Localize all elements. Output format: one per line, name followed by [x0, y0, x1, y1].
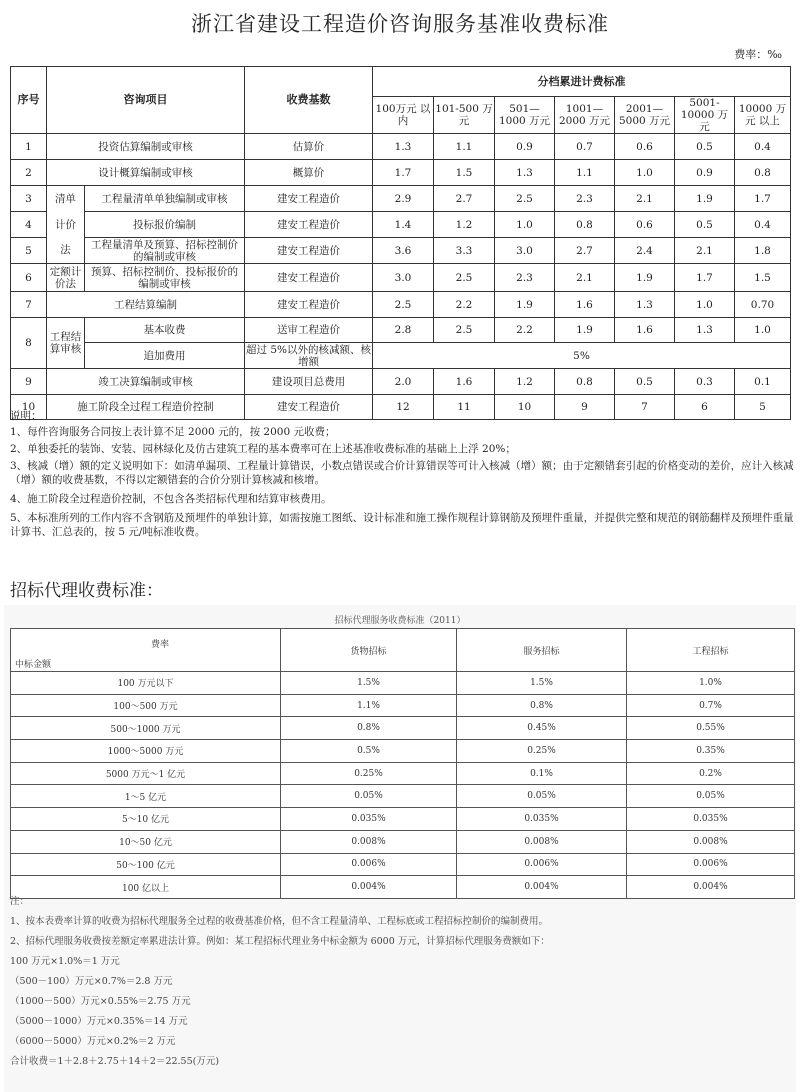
row-item: 基本收费: [85, 318, 245, 343]
row-basis: 建安工程造价: [245, 238, 373, 264]
tier-header: 1001—2000 万元: [555, 97, 615, 134]
group-label: 工程结算审核: [47, 318, 85, 369]
group-label: 定额计价法: [47, 264, 85, 292]
rate-cell: 1.1%: [281, 694, 457, 717]
calc-line: 100 万元×1.0%＝1 万元: [10, 956, 120, 967]
row-item: 预算、招标控制价、投标报价的编制或审核: [85, 264, 245, 292]
row-label: 10～50 亿元: [11, 830, 281, 853]
rate-cell: 0.7%: [627, 694, 795, 717]
rate-cell: 0.035%: [281, 808, 457, 831]
row-label: 100 亿以上: [11, 876, 281, 899]
column-header: 工程招标: [627, 629, 795, 672]
row-label: 100 万元以下: [11, 672, 281, 695]
header-no: 序号: [11, 67, 47, 134]
rate-cell: 1.7: [735, 186, 791, 212]
rate-cell: 1.5: [735, 264, 791, 292]
row-label: 500～1000 万元: [11, 717, 281, 740]
rate-cell: 2.5: [434, 264, 495, 292]
rate-cell: 1.0%: [627, 672, 795, 695]
row-no: 8: [11, 318, 47, 369]
section-title: 招标代理收费标准：: [10, 581, 163, 601]
rate-cell: 0.6: [615, 212, 675, 238]
tier-header: 5001-10000 万元: [675, 97, 735, 134]
header-rate: 费率: [151, 640, 170, 650]
table-row: [11, 212, 791, 238]
rate-cell: 0.006%: [627, 853, 795, 876]
rate-cell: 1.6: [555, 292, 615, 318]
row-basis: 建安工程造价: [245, 395, 373, 420]
rate-cell: 1.6: [615, 318, 675, 343]
rate-cell: 0.008%: [627, 830, 795, 853]
table-row: [11, 318, 791, 343]
row-no: 2: [11, 160, 47, 186]
rate-cell: 0.1: [735, 369, 791, 395]
rate-cell: 0.55%: [627, 717, 795, 740]
group-label: 计价: [47, 212, 85, 238]
row-no: 3: [11, 186, 47, 212]
row-no: 7: [11, 292, 47, 318]
rate-cell: 1.1: [555, 160, 615, 186]
rate-cell: 0.008%: [281, 830, 457, 853]
rate-cell: 1.9: [675, 186, 735, 212]
row-basis: 概算价: [245, 160, 373, 186]
row-item: 施工阶段全过程工程造价控制: [47, 395, 245, 420]
rate-cell: 2.1: [555, 264, 615, 292]
rate-cell: 0.5: [675, 212, 735, 238]
agency-notes: [10, 895, 795, 1075]
row-item: 投资估算编制或审核: [47, 134, 245, 160]
row-no: 9: [11, 369, 47, 395]
row-item: 工程结算编制: [47, 292, 245, 318]
rate-cell: 0.8%: [457, 694, 627, 717]
notes-label: 注：: [10, 896, 30, 907]
row-label: 50～100 亿元: [11, 853, 281, 876]
rate-cell: 2.4: [615, 238, 675, 264]
agency-fee-table: [10, 628, 795, 899]
rate-cell: 1.3: [495, 160, 555, 186]
rate-cell: 0.6: [615, 134, 675, 160]
note-item: 1、每件咨询服务合同按上表计算不足 2000 元的，按 2000 元收费；: [10, 426, 336, 438]
rate-cell: 1.7: [373, 160, 434, 186]
table-row: [11, 830, 795, 853]
rate-cell: 1.5: [434, 160, 495, 186]
table-row: [11, 762, 795, 785]
rate-cell: 0.5: [675, 134, 735, 160]
rate-cell: 0.8: [735, 160, 791, 186]
table-caption: 招标代理服务收费标准（2011）: [334, 616, 466, 626]
rate-cell: 2.7: [555, 238, 615, 264]
tier-header: 101-500 万元: [434, 97, 495, 134]
rate-cell: 11: [434, 395, 495, 420]
calc-line: （6000－5000）万元×0.2%＝2 万元: [10, 1036, 176, 1047]
table-row: [11, 694, 795, 717]
rate-cell: 2.2: [434, 292, 495, 318]
table-row: [11, 369, 791, 395]
rate-cell: 1.9: [615, 264, 675, 292]
row-no: 5: [11, 238, 47, 264]
rate-cell: 1.3: [373, 134, 434, 160]
consulting-fee-table: [10, 66, 791, 420]
row-item: 设计概算编制或审核: [47, 160, 245, 186]
rate-cell: 1.2: [434, 212, 495, 238]
note-item: 5、本标准所列的工作内容不含钢筋及预埋件的单独计算，如需按施工图纸、设计标准和施工操作规程计算钢筋及预埋件重量，并提供完整和规范的钢筋翻样及预埋件重量计算书、汇总表的，按 5 元/吨标准收费。: [10, 512, 794, 538]
rate-cell: 0.25%: [281, 762, 457, 785]
rate-cell: 0.1%: [457, 762, 627, 785]
row-item: 工程量清单单独编制或审核: [85, 186, 245, 212]
rate-cell: 2.9: [373, 186, 434, 212]
row-item: 工程量清单及预算、招标控制价的编制或审核: [85, 238, 245, 264]
row-label: 1～5 亿元: [11, 785, 281, 808]
rate-cell: 1.5%: [281, 672, 457, 695]
rate-cell: 1.3: [675, 318, 735, 343]
header-basis: 收费基数: [245, 67, 373, 134]
rate-cell: 0.4: [735, 134, 791, 160]
rate-cell: 1.0: [675, 292, 735, 318]
rate-cell: 0.35%: [627, 740, 795, 763]
rate-cell: 1.8: [735, 238, 791, 264]
rate-cell: 1.6: [434, 369, 495, 395]
rate-cell: 2.8: [373, 318, 434, 343]
table-row: [11, 238, 791, 264]
rate-cell: 2.3: [555, 186, 615, 212]
rate-cell: 1.4: [373, 212, 434, 238]
rate-cell: 1.2: [495, 369, 555, 395]
column-header: 货物招标: [281, 629, 457, 672]
rate-cell-merged: 5%: [373, 343, 791, 369]
rate-cell: 1.3: [615, 292, 675, 318]
rate-cell: 0.25%: [457, 740, 627, 763]
rate-cell: 2.5: [434, 318, 495, 343]
rate-cell: 0.035%: [627, 808, 795, 831]
rate-cell: 0.8%: [281, 717, 457, 740]
row-no: 10: [11, 395, 47, 420]
rate-cell: 5: [735, 395, 791, 420]
rate-cell: 9: [555, 395, 615, 420]
rate-cell: 1.0: [495, 212, 555, 238]
note-item: 3、核减（增）额的定义说明如下：如清单漏项、工程量计算错误，小数点错误或合价计算错误等可计入核减（增）额；由于定额错套引起的价格变动的差价，应计入核减（增）额的收费基数，不得以定额错套的合价分别计算核减和核增。: [10, 460, 794, 486]
rate-cell: 2.1: [615, 186, 675, 212]
table-row: [11, 292, 791, 318]
group-label: 法: [47, 238, 85, 264]
row-basis: 建安工程造价: [245, 292, 373, 318]
page-title: 浙江省建设工程造价咨询服务基准收费标准: [191, 12, 609, 36]
rate-cell: 0.004%: [627, 876, 795, 899]
table-row: [11, 186, 791, 212]
rate-cell: 0.006%: [281, 853, 457, 876]
tier-header: 2001—5000 万元: [615, 97, 675, 134]
rate-cell: 2.0: [373, 369, 434, 395]
rate-cell: 2.7: [434, 186, 495, 212]
row-label: 5～10 亿元: [11, 808, 281, 831]
row-no: 6: [11, 264, 47, 292]
rate-cell: 3.0: [495, 238, 555, 264]
rate-cell: 0.05%: [627, 785, 795, 808]
rate-cell: 3.0: [373, 264, 434, 292]
column-header: 服务招标: [457, 629, 627, 672]
tier-header: 100万元 以内: [373, 97, 434, 134]
rate-unit: 费率：‰: [734, 48, 782, 61]
note-item: 1、按本表费率计算的收费为招标代理服务全过程的收费基准价格，但不含工程量清单、工程标底或工程招标控制价的编制费用。: [10, 916, 549, 927]
rate-cell: 2.5: [495, 186, 555, 212]
table-row: [11, 785, 795, 808]
rate-cell: 0.45%: [457, 717, 627, 740]
rate-cell: 7: [615, 395, 675, 420]
rate-cell: 1.0: [615, 160, 675, 186]
rate-cell: 1.9: [495, 292, 555, 318]
row-basis: 超过 5%以外的核减额、核增额: [246, 343, 371, 368]
row-item: 投标报价编制: [85, 212, 245, 238]
rate-cell: 0.5: [615, 369, 675, 395]
table-row: [11, 717, 795, 740]
row-basis: 建安工程造价: [245, 186, 373, 212]
rate-cell: 6: [675, 395, 735, 420]
table-row: [11, 740, 795, 763]
rate-cell: 1.5%: [457, 672, 627, 695]
rate-cell: 1.0: [735, 318, 791, 343]
rate-cell: 0.008%: [457, 830, 627, 853]
rate-cell: 0.05%: [457, 785, 627, 808]
rate-cell: 0.05%: [281, 785, 457, 808]
rate-cell: 10: [495, 395, 555, 420]
rate-cell: 0.006%: [457, 853, 627, 876]
rate-cell: 0.70: [735, 292, 791, 318]
rate-cell: 0.8: [555, 369, 615, 395]
row-item: 竣工决算编制或审核: [47, 369, 245, 395]
table-row: [11, 672, 795, 695]
rate-cell: 0.004%: [457, 876, 627, 899]
rate-cell: 1.7: [675, 264, 735, 292]
rate-cell: 3.3: [434, 238, 495, 264]
note-item: 4、施工阶段全过程造价控制，不包含各类招标代理和结算审核费用。: [10, 493, 332, 505]
row-no: 4: [11, 212, 47, 238]
row-item: 追加费用: [85, 343, 245, 369]
rate-cell: 0.3: [675, 369, 735, 395]
table-row: [11, 343, 791, 369]
rate-cell: 0.8: [555, 212, 615, 238]
rate-cell: 0.035%: [457, 808, 627, 831]
row-basis: 建安工程造价: [245, 212, 373, 238]
row-basis: 建安工程造价: [245, 264, 373, 292]
note-item: 2、单独委托的装饰、安装、园林绿化及仿古建筑工程的基本费率可在上述基准收费标准的基础上上浮 20%；: [10, 443, 516, 455]
calc-line: （5000－1000）万元×0.35%＝14 万元: [10, 1016, 188, 1027]
tier-header: 10000 万元 以上: [735, 97, 791, 134]
group-label: 清单: [47, 186, 85, 212]
header-tiers-group: 分档累进计费标准: [373, 67, 791, 97]
rate-cell: 0.4: [735, 212, 791, 238]
calc-total: 合计收费＝1＋2.8＋2.75＋14＋2＝22.55(万元): [10, 1056, 220, 1067]
table-row: [11, 264, 791, 292]
rate-cell: 12: [373, 395, 434, 420]
diagonal-header: [11, 629, 281, 672]
rate-cell: 1.9: [555, 318, 615, 343]
rate-cell: 0.9: [675, 160, 735, 186]
notes-label: 说明：: [10, 410, 42, 422]
rate-cell: 2.1: [675, 238, 735, 264]
row-label: 1000～5000 万元: [11, 740, 281, 763]
note-item: 2、招标代理服务收费按差额定率累进法计算。例如：某工程招标代理业务中标金额为 6000 万元，计算招标代理服务费额如下：: [10, 936, 550, 947]
row-basis: 估算价: [245, 134, 373, 160]
rate-cell: 0.5%: [281, 740, 457, 763]
header-item: 咨询项目: [47, 67, 245, 134]
rate-cell: 1.1: [434, 134, 495, 160]
calc-line: （500－100）万元×0.7%＝2.8 万元: [10, 976, 173, 987]
notes-section: [10, 409, 795, 539]
rate-cell: 0.004%: [281, 876, 457, 899]
row-basis: 建设项目总费用: [245, 369, 373, 395]
rate-cell: 2.3: [495, 264, 555, 292]
table-row: [11, 134, 791, 160]
table-row: [11, 160, 791, 186]
rate-cell: 3.6: [373, 238, 434, 264]
rate-cell: 0.7: [555, 134, 615, 160]
row-no: 1: [11, 134, 47, 160]
rate-cell: 0.2%: [627, 762, 795, 785]
tier-header: 501—1000 万元: [495, 97, 555, 134]
rate-cell: 2.2: [495, 318, 555, 343]
rate-cell: 0.9: [495, 134, 555, 160]
table-row: [11, 808, 795, 831]
rate-cell: 2.5: [373, 292, 434, 318]
row-basis: 送审工程造价: [245, 318, 373, 343]
calc-line: （1000－500）万元×0.55%＝2.75 万元: [10, 996, 191, 1007]
header-amount: 中标金额: [15, 660, 52, 670]
table-row: [11, 853, 795, 876]
row-label: 5000 万元～1 亿元: [11, 762, 281, 785]
row-label: 100～500 万元: [11, 694, 281, 717]
